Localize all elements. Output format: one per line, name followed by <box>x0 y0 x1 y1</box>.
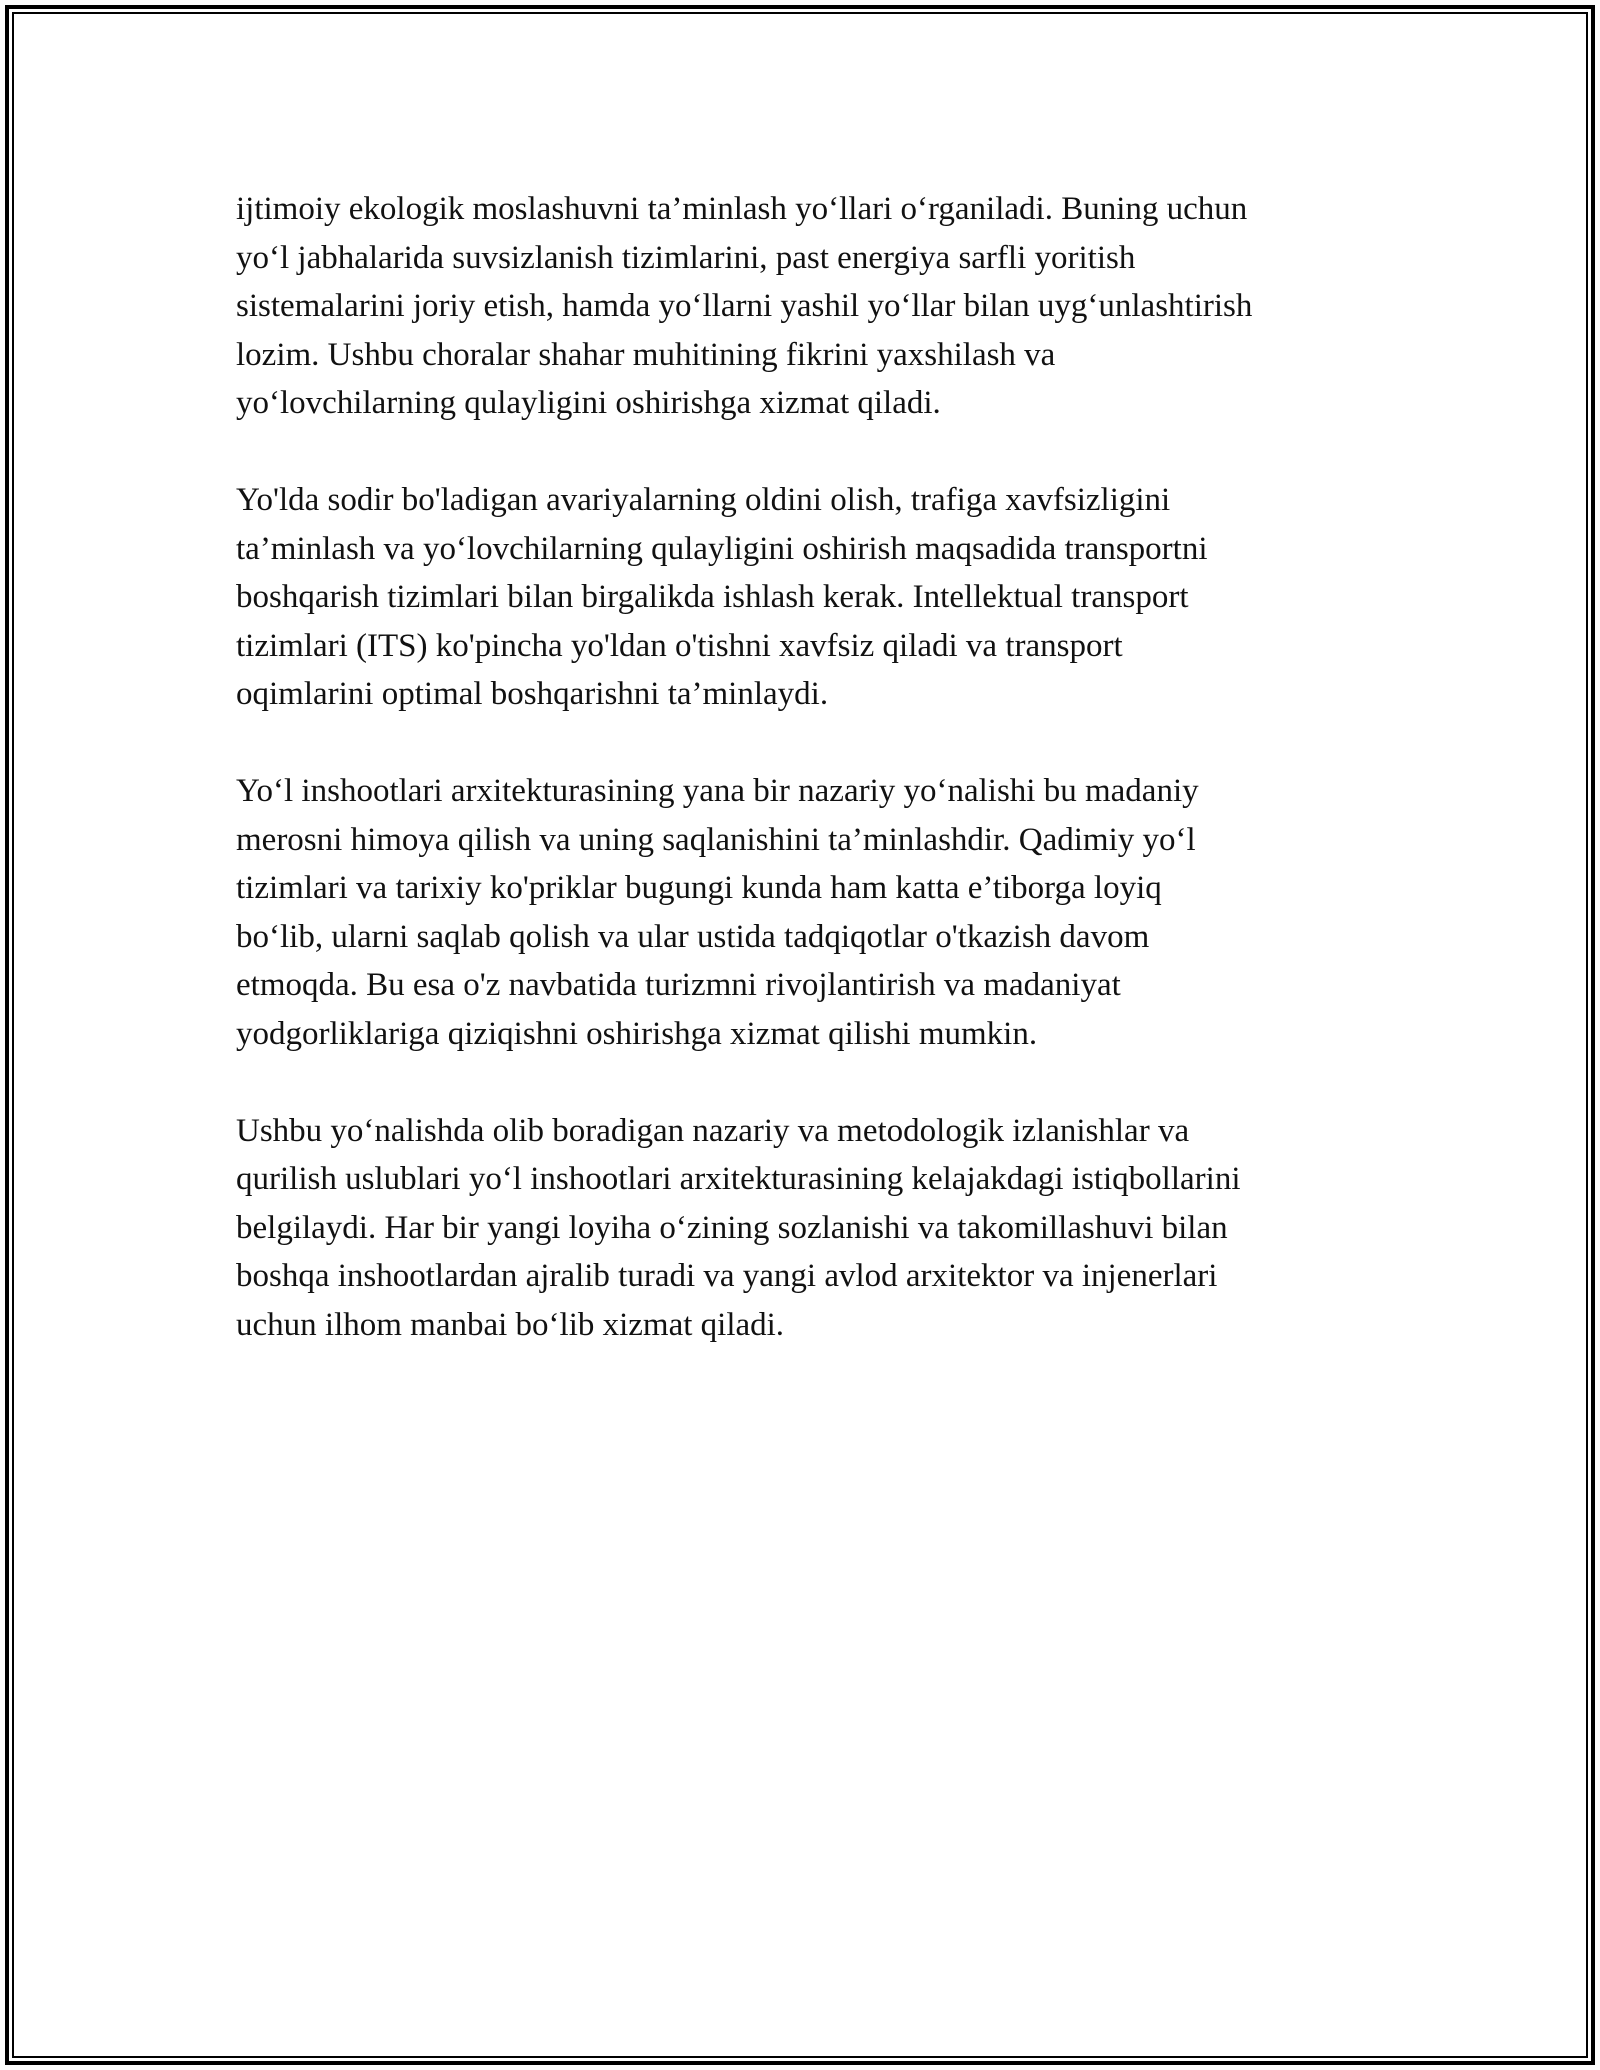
paragraph-2: Yo'lda sodir bo'ladigan avariyalarning oldini olish, trafiga xavfsizligini ta’minlash va yo‘lovchilarning qulayligini oshirish maqsadida transportni boshqarish tizimlari bilan birgalikda ishlash kerak. Intellektual transport tizimlari (ITS) ko'pincha yo'ldan o'tishni xavfsiz qiladi va transport oqimlarini optimal boshqarishni ta’minlaydi. <box>236 482 1208 712</box>
paragraph-3: Yo‘l inshootlari arxitekturasining yana bir nazariy yo‘nalishi bu madaniy merosni himoya qilish va uning saqlanishini ta’minlashdir. Qadimiy yo‘l tizimlari va tarixiy ko'priklar bugungi kunda ham katta e’tiborga loyiq bo‘lib, ularni saqlab qolish va ular ustida tadqiqotlar o'tkazish davom etmoqda. Bu esa o'z navbatida turizmni rivojlantirish va madaniyat yodgorliklariga qiziqishni oshirishga xizmat qilishi mumkin. <box>236 773 1199 1052</box>
paragraph-4: Ushbu yo‘nalishda olib boradigan nazariy va metodologik izlanishlar va qurilish uslublari yo‘l inshootlari arxitekturasining kelajakdagi istiqbollarini belgilaydi. Har bir yangi loyiha o‘zining sozlanishi va takomillashuvi bilan boshqa inshootlardan ajralib turadi va yangi avlod arxitektor va injenerlari uchun ilhom manbai bo‘lib xizmat qiladi. <box>236 1112 1241 1343</box>
paragraph-1: ijtimoiy ekologik moslashuvni ta’minlash yo‘llari o‘rganiladi. Buning uchun yo‘l jabhalarida suvsizlanish tizimlarini, past energiya sarfli yoritish sistemalarini joriy etish, hamda yo‘llarni yashil yo‘llar bilan uyg‘unlashtirish lozim. Ushbu choralar shahar muhitining fikrini yaxshilash va yo‘lovchilarning qulayligini oshirishga xizmat qiladi. <box>236 191 1253 421</box>
document-body <box>236 185 1396 1349</box>
